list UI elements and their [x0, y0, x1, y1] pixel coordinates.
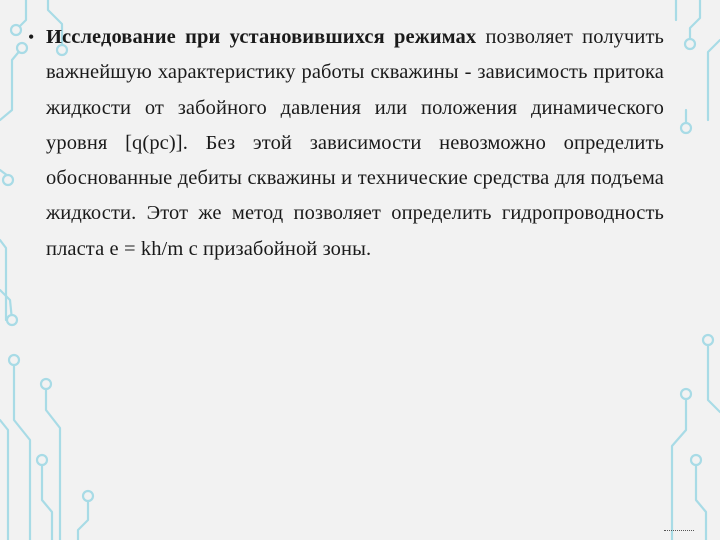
- circuit-line: [708, 40, 720, 120]
- circuit-line: [696, 460, 706, 540]
- circuit-line: [42, 460, 52, 540]
- circuit-node: [83, 491, 93, 501]
- slide-paragraph: [46, 20, 664, 267]
- circuit-node: [681, 389, 691, 399]
- circuit-line: [708, 340, 720, 412]
- circuit-line: [0, 240, 6, 320]
- circuit-node: [3, 175, 13, 185]
- circuit-node: [41, 379, 51, 389]
- circuit-node: [703, 335, 713, 345]
- circuit-line: [0, 420, 8, 540]
- circuit-node: [11, 25, 21, 35]
- bold-lead-text: Исследование при установившихся режимах: [46, 26, 477, 48]
- bullet-icon: •: [28, 27, 35, 47]
- circuit-node: [685, 39, 695, 49]
- circuit-node: [9, 355, 19, 365]
- circuit-line: [78, 496, 88, 540]
- circuit-line: [0, 48, 22, 120]
- circuit-line: [14, 360, 30, 540]
- body-text: позволяет получить важнейшую характеристику работы скважины - зависимость притока жидкости от забойного давления или положения динамического уровня [q(pc)]. Без этой зависимости невозможно определить обоснованные дебиты скважины и технические средства для подъема жидкости. Этот же метод позволяет определить гидропроводность пласта е = kh/m с призабойной зоны.: [46, 26, 664, 260]
- circuit-node: [691, 455, 701, 465]
- circuit-node: [7, 315, 17, 325]
- circuit-node: [681, 123, 691, 133]
- dotted-mark: [664, 530, 694, 533]
- circuit-line: [672, 394, 686, 540]
- circuit-node: [37, 455, 47, 465]
- circuit-node: [17, 43, 27, 53]
- circuit-line: [690, 0, 700, 44]
